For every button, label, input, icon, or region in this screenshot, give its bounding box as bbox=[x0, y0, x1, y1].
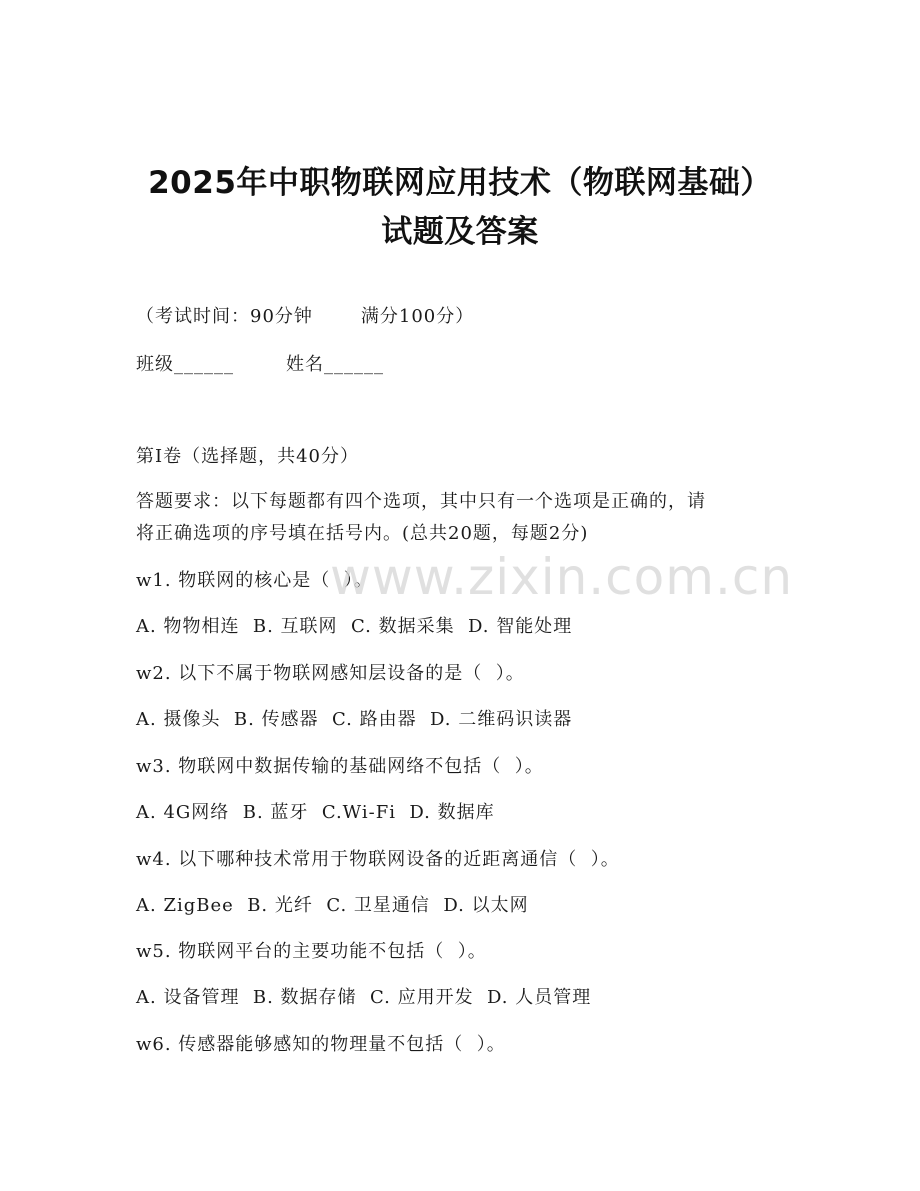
name-field: 姓名______ bbox=[286, 354, 384, 375]
document-title-line-1: 2025年中职物联网应用技术（物联网基础） bbox=[148, 165, 772, 201]
watermark: www.zixin.com.cn bbox=[330, 548, 794, 606]
exam-score: 满分100分） bbox=[360, 306, 475, 327]
question-5-options: A. 设备管理 B. 数据存储 C. 应用开发 D. 人员管理 bbox=[136, 987, 592, 1008]
question-4-stem: w4. 以下哪种技术常用于物联网设备的近距离通信（ ）。 bbox=[136, 849, 620, 870]
question-2-stem: w2. 以下不属于物联网感知层设备的是（ ）。 bbox=[136, 663, 525, 684]
instructions-line-1: 答题要求：以下每题都有四个选项，其中只有一个选项是正确的，请 bbox=[136, 491, 706, 512]
student-info bbox=[136, 350, 384, 376]
question-4-options: A. ZigBee B. 光纤 C. 卫星通信 D. 以太网 bbox=[136, 895, 529, 916]
exam-info bbox=[136, 302, 474, 328]
question-3-stem: w3. 物联网中数据传输的基础网络不包括（ ）。 bbox=[136, 756, 544, 777]
question-5-stem: w5. 物联网平台的主要功能不包括（ ）。 bbox=[136, 941, 487, 962]
document-title-line-2: 试题及答案 bbox=[381, 214, 539, 250]
exam-time: （考试时间：90分钟 bbox=[136, 306, 313, 327]
instructions-line-2: 将正确选项的序号填在括号内。(总共20题，每题2分) bbox=[136, 523, 589, 544]
question-1-options: A. 物物相连 B. 互联网 C. 数据采集 D. 智能处理 bbox=[136, 616, 573, 637]
question-3-options: A. 4G网络 B. 蓝牙 C.Wi-Fi D. 数据库 bbox=[136, 802, 495, 823]
question-2-options: A. 摄像头 B. 传感器 C. 路由器 D. 二维码识读器 bbox=[136, 709, 573, 730]
question-1-stem: w1. 物联网的核心是（ ）。 bbox=[136, 570, 373, 591]
section-heading: 第I卷（选择题，共40分） bbox=[136, 446, 360, 467]
question-6-stem: w6. 传感器能够感知的物理量不包括（ ）。 bbox=[136, 1034, 506, 1055]
class-field: 班级______ bbox=[136, 354, 234, 375]
